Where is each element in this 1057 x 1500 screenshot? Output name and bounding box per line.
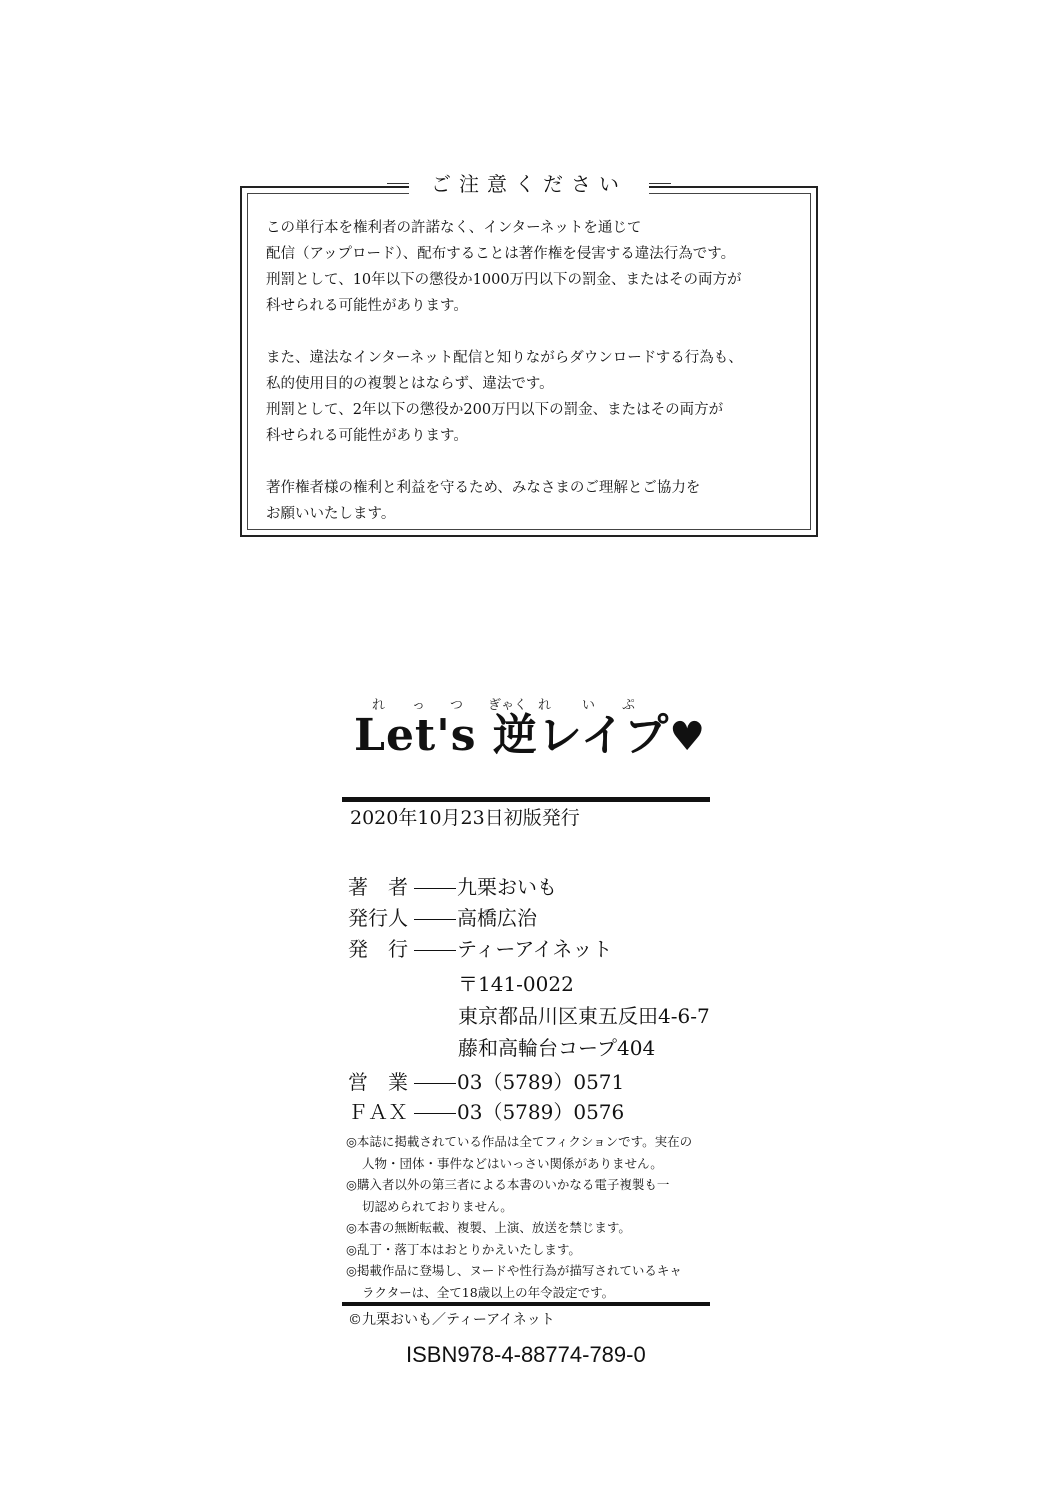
notice-line: 刑罰として、10年以下の懲役か1000万円以下の罰金、またはその両方が (266, 272, 742, 288)
note-line: ラクターは、全て18歳以上の年令設定です。 (362, 1284, 615, 1300)
dash-rule (414, 1113, 456, 1114)
notice-paragraph (266, 475, 806, 527)
notice-line: この単行本を権利者の許諾なく、インターネットを通じて (266, 220, 642, 236)
notice-title-bar (242, 172, 816, 196)
credit-value: 九栗おいも (457, 875, 557, 899)
contact-value: 03（5789）0576 (457, 1100, 625, 1124)
notice-paragraph (266, 215, 806, 319)
book-title (354, 706, 706, 767)
ruby-char: ぎゃく (488, 698, 528, 713)
note-line: ◎購入者以外の第三者による本書のいかなる電子複製も一 (346, 1177, 670, 1192)
note-line: 人物・団体・事件などはいっさい関係がありません。 (362, 1155, 663, 1171)
ruby-char: ぷ (622, 698, 636, 713)
notice-line: 配信（アップロード）、配布することは著作権を侵害する違法行為です。 (266, 246, 736, 262)
note-line: ◎本書の無断転載、複製、上演、放送を禁じます。 (346, 1220, 631, 1235)
notice-line: また、違法なインターネット配信と知りながらダウンロードする行為も、 (266, 350, 743, 366)
credit-publisher-person (348, 904, 537, 932)
notice-line: 著作権者様の権利と利益を守るため、みなさまのご理解とご協力を (266, 480, 701, 496)
dash-rule (414, 888, 456, 889)
contact-fax (348, 1098, 624, 1126)
note-line: ◎本誌に掲載されている作品は全てフィクションです。実在の (346, 1134, 693, 1149)
credit-author (348, 873, 557, 901)
credit-label: 発 行 (348, 937, 408, 961)
ruby-char: っ (412, 698, 426, 713)
address-building: 藤和高輪台コープ404 (458, 1036, 656, 1060)
notice-line: 刑罰として、2年以下の懲役か200万円以下の罰金、またはその両方が (266, 402, 724, 418)
notice-title: ご注意ください (409, 172, 649, 196)
contact-label: ＦＡＸ (348, 1100, 408, 1124)
dash-rule (414, 950, 456, 951)
credit-label: 発行人 (348, 906, 408, 930)
note-line: 切認められておりません。 (362, 1198, 513, 1214)
notice-paragraph (266, 345, 806, 449)
contact-label: 営 業 (348, 1070, 408, 1094)
ruby-char: れ (372, 698, 386, 713)
heart-icon: ♥ (669, 713, 707, 760)
contact-value: 03（5789）0571 (457, 1070, 625, 1094)
notice-line: お願いいたします。 (266, 506, 396, 522)
book-title-text: Let's 逆レイプ (354, 710, 670, 761)
notice-line: 科せられる可能性があります。 (266, 428, 468, 444)
dash-rule (414, 1083, 456, 1084)
title-rule (342, 797, 710, 802)
notice-line: 科せられる可能性があります。 (266, 298, 468, 314)
isbn-number: ISBN978-4-88774-789-0 (406, 1342, 646, 1367)
ruby-char: つ (450, 698, 464, 713)
credit-label: 著 者 (348, 875, 408, 899)
bottom-rule (342, 1302, 710, 1306)
edition-date: 2020年10月23日初版発行 (350, 807, 580, 829)
address-line: 東京都品川区東五反田4-6-7 (458, 1004, 710, 1028)
copyright-line: ©九栗おいも／ティーアイネット (348, 1312, 555, 1328)
dash-rule (414, 919, 456, 920)
notice-body (266, 215, 806, 553)
credit-publisher (348, 935, 612, 963)
ruby-char: れ (538, 698, 552, 713)
credit-value: 高橋広治 (457, 906, 537, 930)
copyright-notice-box (240, 172, 818, 537)
legal-notes (346, 1131, 692, 1303)
contact-sales (348, 1068, 624, 1096)
address-postal: 〒141-0022 (458, 972, 574, 996)
ruby-char: い (582, 698, 596, 713)
credit-value: ティーアイネット (457, 937, 613, 961)
note-line: ◎乱丁・落丁本はおとりかえいたします。 (346, 1241, 581, 1257)
notice-line: 私的使用目的の複製とはならず、違法です。 (266, 376, 554, 392)
note-line: ◎掲載作品に登場し、ヌードや性行為が描写されているキャ (346, 1263, 682, 1278)
